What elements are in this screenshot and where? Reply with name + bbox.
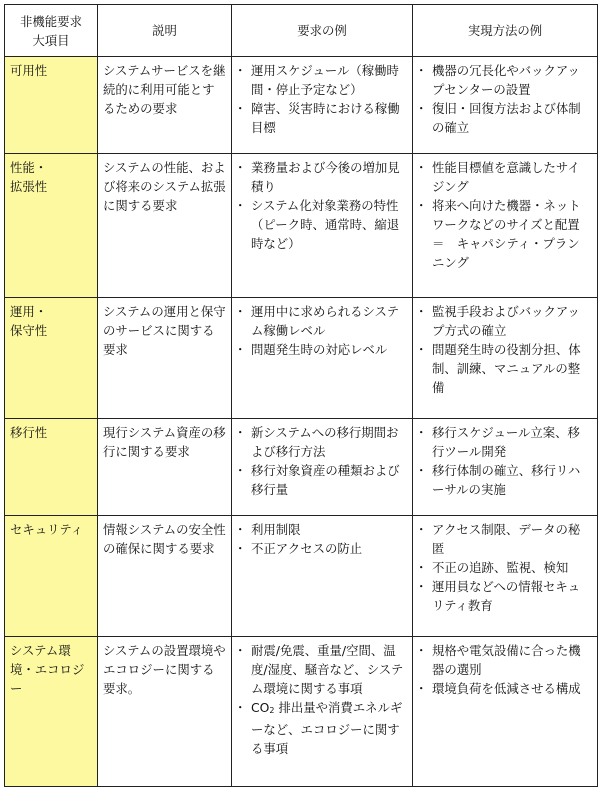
list-item: ・ 運用員などへの情報セキュリティ教育	[418, 577, 592, 615]
list-item: ・ 環境負荷を低減させる構成	[418, 679, 592, 698]
examples-cell	[232, 298, 413, 419]
examples-list	[237, 61, 407, 137]
methods-list	[418, 158, 592, 272]
co2-rest: 排出量や消費エネルギーなど、エコロジーに関する事項	[251, 700, 403, 756]
list-item: ・ 性能目標値を意識したサイジング	[418, 158, 592, 196]
category-cell: 移行性	[5, 419, 98, 516]
list-item: ・ 不正の追跡、監視、検知	[418, 558, 592, 577]
methods-list	[418, 61, 592, 137]
examples-list	[237, 641, 407, 758]
header-category-line2: 大項目	[32, 32, 70, 48]
list-item: ・ 将来へ向けた機器・ネットワークなどのサイズと配置 ＝ キャパシティ・プランニング	[418, 196, 592, 272]
description-cell: システムサービスを継続的に利用可能とするための要求	[98, 57, 232, 154]
table-row	[5, 154, 598, 298]
description-cell: システムの運用と保守のサービスに関する要求	[98, 298, 232, 419]
category-line2: 保守性	[10, 323, 48, 338]
list-item: ・ 移行スケジュール立案、移行ツール開発	[418, 423, 592, 461]
header-methods: 実現方法の例	[413, 5, 598, 57]
list-item: ・ アクセス制限、データの秘匿	[418, 520, 592, 558]
category-cell: システム環境・エコロジー	[5, 637, 98, 787]
category-cell	[5, 298, 98, 419]
header-category-line1: 非機能要求	[20, 13, 82, 29]
category-line1: 性能・	[10, 160, 48, 175]
examples-list	[237, 302, 407, 359]
category-cell	[5, 154, 98, 298]
methods-list	[418, 423, 592, 499]
description-cell: システムの設置環境やエコロジーに関する要求。	[98, 637, 232, 787]
list-item: ・ 新システムへの移行期間および移行方法	[237, 423, 407, 461]
methods-cell	[413, 154, 598, 298]
table-row	[5, 516, 598, 637]
description-cell: 情報システムの安全性の確保に関する要求	[98, 516, 232, 637]
methods-cell	[413, 516, 598, 637]
examples-cell	[232, 419, 413, 516]
list-item: ・ 運用中に求められるシステム稼働レベル	[237, 302, 407, 340]
list-item: ・ 監視手段およびバックアップ方式の確立	[418, 302, 592, 340]
list-item: ・ システム化対象業務の特性（ピーク時、通常時、縮退時など）	[237, 196, 407, 253]
table-row	[5, 57, 598, 154]
methods-list	[418, 641, 592, 698]
list-item: ・ 機器の冗長化やバックアップセンターの設置	[418, 61, 592, 99]
list-item: ・ 問題発生時の役割分担、体制、訓練、マニュアルの整備	[418, 340, 592, 397]
methods-list	[418, 302, 592, 397]
list-item: ・ 移行対象資産の種類および移行量	[237, 461, 407, 499]
list-item: ・ 利用制限	[237, 520, 407, 539]
examples-cell	[232, 154, 413, 298]
list-item: ・ 不正アクセスの防止	[237, 539, 407, 558]
category-cell: 可用性	[5, 57, 98, 154]
list-item: ・ 業務量および今後の増加見積り	[237, 158, 407, 196]
table-row	[5, 419, 598, 516]
list-item: ・ 障害、災害時における稼働目標	[237, 99, 407, 137]
header-row	[5, 5, 598, 57]
examples-list	[237, 423, 407, 499]
category-line1: 運用・	[10, 304, 48, 319]
co2-subscript: 2	[269, 706, 275, 715]
list-item: ・ 復旧・回復方法および体制の確立	[418, 99, 592, 137]
examples-list	[237, 158, 407, 253]
header-description: 説明	[98, 5, 232, 57]
list-item: ・ 問題発生時の対応レベル	[237, 340, 407, 359]
category-line2: 拡張性	[10, 179, 48, 194]
table-row	[5, 298, 598, 419]
list-item: ・ 耐震/免震、重量/空間、温度/湿度、騒音など、システム環境に関する事項	[237, 641, 407, 698]
co2-prefix: CO	[251, 700, 270, 715]
nonfunctional-requirements-table	[4, 4, 598, 787]
list-item: ・ 運用スケジュール（稼働時間・停止予定など）	[237, 61, 407, 99]
list-item: ・ 移行体制の確立、移行リハーサルの実施	[418, 461, 592, 499]
header-examples: 要求の例	[232, 5, 413, 57]
examples-cell	[232, 516, 413, 637]
list-item: ・ 規格や電気設備に合った機器の選別	[418, 641, 592, 679]
list-item-co2	[237, 698, 407, 758]
methods-list	[418, 520, 592, 615]
header-category	[5, 5, 98, 57]
examples-cell	[232, 57, 413, 154]
category-cell: セキュリティ	[5, 516, 98, 637]
methods-cell	[413, 419, 598, 516]
description-cell: システムの性能、および将来のシステム拡張に関する要求	[98, 154, 232, 298]
methods-cell	[413, 57, 598, 154]
examples-cell	[232, 637, 413, 787]
methods-cell	[413, 298, 598, 419]
methods-cell	[413, 637, 598, 787]
examples-list	[237, 520, 407, 558]
table-row	[5, 637, 598, 787]
description-cell: 現行システム資産の移行に関する要求	[98, 419, 232, 516]
